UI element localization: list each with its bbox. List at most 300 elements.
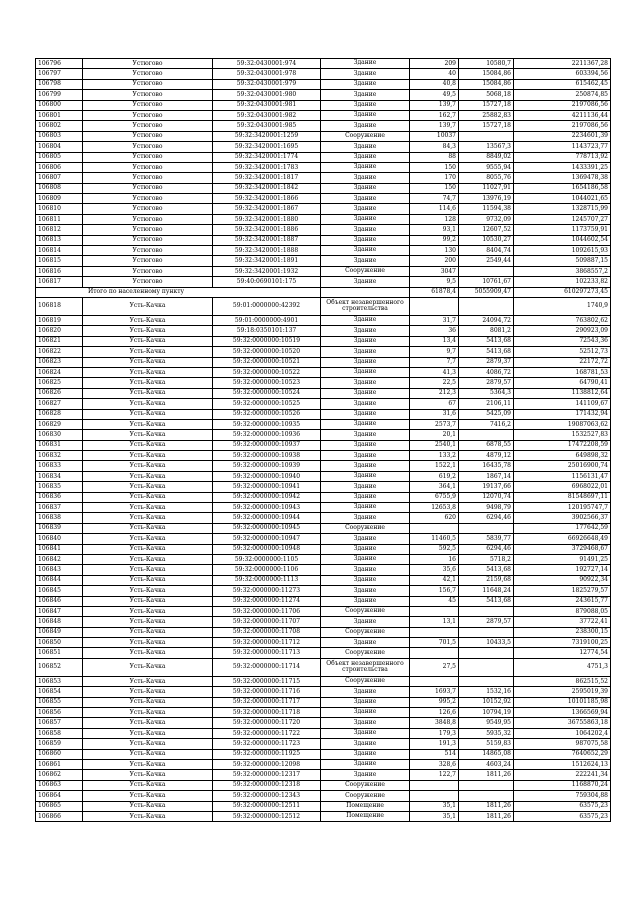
- unit-value-cell: 2549,44: [459, 256, 514, 266]
- cadastral-number-cell: 59:32:0000000:10935: [213, 419, 321, 429]
- locality-cell: Усть-Качка: [83, 554, 213, 564]
- object-type-cell: Здание: [321, 121, 410, 131]
- object-type-cell: Здание: [321, 687, 410, 697]
- table-row: [36, 697, 611, 707]
- row-number-cell: 106846: [36, 596, 83, 606]
- cadastral-value-cell: 250874,85: [514, 90, 611, 100]
- cadastral-value-cell: 1825279,57: [514, 586, 611, 596]
- area-cell: 122,7: [410, 770, 459, 780]
- row-number-cell: 106865: [36, 801, 83, 811]
- cadastral-value-cell: 778713,92: [514, 152, 611, 162]
- row-number-cell: 106829: [36, 419, 83, 429]
- locality-cell: Усть-Качка: [83, 534, 213, 544]
- row-number-cell: 106796: [36, 59, 83, 69]
- cadastral-value-cell: 1138812,64: [514, 388, 611, 398]
- area-cell: 619,2: [410, 471, 459, 481]
- unit-value-cell: 19137,66: [459, 482, 514, 492]
- row-number-cell: 106797: [36, 69, 83, 79]
- locality-cell: Устюгово: [83, 100, 213, 110]
- area-cell: 93,1: [410, 225, 459, 235]
- unit-value-cell: 1811,26: [459, 811, 514, 821]
- area-cell: 40: [410, 69, 459, 79]
- unit-value-cell: 10152,92: [459, 697, 514, 707]
- unit-value-cell: [459, 297, 514, 315]
- row-number-cell: 106832: [36, 451, 83, 461]
- cadastral-value-cell: 91491,25: [514, 554, 611, 564]
- row-number-cell: 106816: [36, 266, 83, 276]
- row-number-cell: 106862: [36, 770, 83, 780]
- object-type-cell: Здание: [321, 440, 410, 450]
- row-number-cell: 106803: [36, 131, 83, 141]
- locality-cell: Устюгово: [83, 110, 213, 120]
- object-type-cell: Здание: [321, 617, 410, 627]
- cadastral-number-cell: 59:32:0000000:10525: [213, 399, 321, 409]
- row-number-cell: 106827: [36, 399, 83, 409]
- unit-value-cell: [459, 523, 514, 533]
- unit-value-cell: 2879,57: [459, 617, 514, 627]
- row-number-cell: 106856: [36, 708, 83, 718]
- cadastral-value-cell: 1654186,58: [514, 183, 611, 193]
- object-type-cell: Здание: [321, 718, 410, 728]
- table-row: [36, 770, 611, 780]
- object-type-cell: Здание: [321, 728, 410, 738]
- locality-cell: Усть-Качка: [83, 388, 213, 398]
- locality-cell: Усть-Качка: [83, 347, 213, 357]
- row-number-cell: 106836: [36, 492, 83, 502]
- cadastral-number-cell: 59:32:0000000:11716: [213, 687, 321, 697]
- unit-value-cell: 16435,78: [459, 461, 514, 471]
- row-number-cell: 106863: [36, 780, 83, 790]
- area-cell: 9,5: [410, 277, 459, 287]
- table-row: [36, 297, 611, 315]
- cadastral-number-cell: 59:32:3420001:1867: [213, 204, 321, 214]
- locality-cell: Устюгово: [83, 183, 213, 193]
- unit-value-cell: 15084,86: [459, 79, 514, 89]
- cadastral-value-cell: 290923,09: [514, 326, 611, 336]
- cadastral-number-cell: 59:32:0000000:10519: [213, 336, 321, 346]
- object-type-cell: Здание: [321, 513, 410, 523]
- area-cell: 22,5: [410, 378, 459, 388]
- row-number-cell: 106841: [36, 544, 83, 554]
- unit-value-cell: 5935,32: [459, 728, 514, 738]
- object-type-cell: Здание: [321, 534, 410, 544]
- cadastral-value-cell: 2211367,28: [514, 59, 611, 69]
- locality-cell: Устюгово: [83, 194, 213, 204]
- locality-cell: Устюгово: [83, 246, 213, 256]
- unit-value-cell: 4086,72: [459, 367, 514, 377]
- row-number-cell: 106800: [36, 100, 83, 110]
- cadastral-value-cell: 12774,54: [514, 648, 611, 658]
- table-row: [36, 534, 611, 544]
- row-number-cell: 106805: [36, 152, 83, 162]
- row-number-cell: 106857: [36, 718, 83, 728]
- object-type-cell: Здание: [321, 461, 410, 471]
- cadastral-value-cell: 2595019,39: [514, 687, 611, 697]
- row-number-cell: 106828: [36, 409, 83, 419]
- area-cell: 6755,9: [410, 492, 459, 502]
- object-type-cell: Объект незавершенного строительства: [321, 297, 410, 315]
- unit-value-cell: 10580,7: [459, 59, 514, 69]
- cadastral-value-cell: 22172,72: [514, 357, 611, 367]
- locality-cell: Усть-Качка: [83, 399, 213, 409]
- table-row: [36, 461, 611, 471]
- cadastral-number-cell: 59:32:0000000:11714: [213, 658, 321, 676]
- object-type-cell: Здание: [321, 708, 410, 718]
- table-row: [36, 780, 611, 790]
- row-number-cell: 106801: [36, 110, 83, 120]
- locality-cell: Устюгово: [83, 121, 213, 131]
- unit-value-cell: 2106,11: [459, 399, 514, 409]
- object-type-cell: Помещение: [321, 801, 410, 811]
- table-row: [36, 523, 611, 533]
- row-number-cell: 106812: [36, 225, 83, 235]
- object-type-cell: Здание: [321, 162, 410, 172]
- row-number-cell: 106861: [36, 760, 83, 770]
- unit-value-cell: [459, 780, 514, 790]
- area-cell: 170: [410, 173, 459, 183]
- cadastral-value-cell: 1740,9: [514, 297, 611, 315]
- cadastral-value-cell: 4751,3: [514, 658, 611, 676]
- object-type-cell: Здание: [321, 315, 410, 325]
- locality-cell: Усть-Качка: [83, 728, 213, 738]
- cadastral-number-cell: 59:32:0430001:978: [213, 69, 321, 79]
- area-cell: 128: [410, 214, 459, 224]
- cadastral-number-cell: 59:32:0430001:981: [213, 100, 321, 110]
- table-row: [36, 59, 611, 69]
- locality-cell: Усть-Качка: [83, 811, 213, 821]
- area-cell: 35,1: [410, 811, 459, 821]
- object-type-cell: Сооружение: [321, 131, 410, 141]
- table-row: [36, 173, 611, 183]
- row-number-cell: 106809: [36, 194, 83, 204]
- locality-cell: Усть-Качка: [83, 419, 213, 429]
- unit-value-cell: [459, 606, 514, 616]
- unit-value-cell: 5055909,47: [459, 287, 514, 297]
- area-cell: 49,5: [410, 90, 459, 100]
- table-row: [36, 246, 611, 256]
- object-type-cell: Помещение: [321, 811, 410, 821]
- area-cell: 150: [410, 162, 459, 172]
- locality-cell: Усть-Качка: [83, 461, 213, 471]
- cadastral-value-cell: 66926648,49: [514, 534, 611, 544]
- row-number-cell: 106847: [36, 606, 83, 616]
- row-number-cell: 106826: [36, 388, 83, 398]
- table-row: [36, 357, 611, 367]
- row-number-cell: 106823: [36, 357, 83, 367]
- area-cell: 209: [410, 59, 459, 69]
- cadastral-number-cell: 59:32:0000000:1106: [213, 565, 321, 575]
- cadastral-number-cell: 59:32:0000000:10944: [213, 513, 321, 523]
- cadastral-value-cell: 19087063,62: [514, 419, 611, 429]
- unit-value-cell: 10761,67: [459, 277, 514, 287]
- cadastral-value-cell: 37722,41: [514, 617, 611, 627]
- locality-cell: Усть-Качка: [83, 378, 213, 388]
- row-number-cell: 106834: [36, 471, 83, 481]
- cadastral-number-cell: 59:32:0000000:10522: [213, 367, 321, 377]
- area-cell: 42,1: [410, 575, 459, 585]
- unit-value-cell: 5413,68: [459, 565, 514, 575]
- area-cell: 514: [410, 749, 459, 759]
- object-type-cell: Здание: [321, 451, 410, 461]
- unit-value-cell: 2879,37: [459, 357, 514, 367]
- locality-cell: Усть-Качка: [83, 791, 213, 801]
- table-row: [36, 142, 611, 152]
- cadastral-value-cell: 1064202,4: [514, 728, 611, 738]
- cadastral-value-cell: 6968022,01: [514, 482, 611, 492]
- cadastral-number-cell: 59:32:0000000:11717: [213, 697, 321, 707]
- locality-cell: Устюгово: [83, 59, 213, 69]
- table-row: [36, 347, 611, 357]
- locality-cell: Устюгово: [83, 204, 213, 214]
- area-cell: 150: [410, 183, 459, 193]
- area-cell: 67: [410, 399, 459, 409]
- object-type-cell: Здание: [321, 575, 410, 585]
- cadastral-value-cell: 25016900,74: [514, 461, 611, 471]
- row-number-cell: 106845: [36, 586, 83, 596]
- row-number-cell: 106817: [36, 277, 83, 287]
- locality-cell: Устюгово: [83, 225, 213, 235]
- row-number-cell: 106811: [36, 214, 83, 224]
- object-type-cell: Сооружение: [321, 627, 410, 637]
- row-number-cell: 106825: [36, 378, 83, 388]
- area-cell: 13,1: [410, 617, 459, 627]
- row-number-cell: 106831: [36, 440, 83, 450]
- table-row: [36, 79, 611, 89]
- table-row: [36, 152, 611, 162]
- locality-cell: Усть-Качка: [83, 482, 213, 492]
- unit-value-cell: 1867,14: [459, 471, 514, 481]
- unit-value-cell: 8055,76: [459, 173, 514, 183]
- table-row: [36, 235, 611, 245]
- cadastral-value-cell: 2197086,56: [514, 121, 611, 131]
- table-row: [36, 492, 611, 502]
- cadastral-value-cell: 10101185,98: [514, 697, 611, 707]
- cadastral-number-cell: 59:32:0000000:11708: [213, 627, 321, 637]
- area-cell: 7,7: [410, 357, 459, 367]
- area-cell: 10037: [410, 131, 459, 141]
- area-cell: 36: [410, 326, 459, 336]
- row-number-cell: 106808: [36, 183, 83, 193]
- row-number-cell: 106837: [36, 503, 83, 513]
- unit-value-cell: [459, 430, 514, 440]
- area-cell: 35,1: [410, 801, 459, 811]
- cadastral-value-cell: 1092615,93: [514, 246, 611, 256]
- object-type-cell: Здание: [321, 770, 410, 780]
- row-number-cell: 106864: [36, 791, 83, 801]
- locality-cell: Устюгово: [83, 214, 213, 224]
- area-cell: 16: [410, 554, 459, 564]
- area-cell: 84,3: [410, 142, 459, 152]
- cadastral-number-cell: 59:32:0000000:12343: [213, 791, 321, 801]
- table-row: [36, 575, 611, 585]
- row-number-cell: 106860: [36, 749, 83, 759]
- object-type-cell: Здание: [321, 638, 410, 648]
- object-type-cell: Здание: [321, 471, 410, 481]
- cadastral-value-cell: 1044021,65: [514, 194, 611, 204]
- unit-value-cell: 9498,79: [459, 503, 514, 513]
- unit-value-cell: 9555,94: [459, 162, 514, 172]
- row-number-cell: 106855: [36, 697, 83, 707]
- row-number-cell: 106830: [36, 430, 83, 440]
- row-number-cell: 106851: [36, 648, 83, 658]
- area-cell: 31,6: [410, 409, 459, 419]
- cadastral-number-cell: 59:32:0430001:980: [213, 90, 321, 100]
- cadastral-number-cell: 59:32:0000000:11925: [213, 749, 321, 759]
- row-number-cell: 106804: [36, 142, 83, 152]
- row-number-cell: 106859: [36, 739, 83, 749]
- locality-cell: Усть-Качка: [83, 544, 213, 554]
- cadastral-number-cell: 59:32:0000000:10939: [213, 461, 321, 471]
- object-type-cell: Здание: [321, 256, 410, 266]
- object-type-cell: Здание: [321, 409, 410, 419]
- table-row: [36, 204, 611, 214]
- unit-value-cell: [459, 658, 514, 676]
- area-cell: 139,7: [410, 100, 459, 110]
- area-cell: 45: [410, 596, 459, 606]
- row-number-cell: 106799: [36, 90, 83, 100]
- cadastral-value-cell: 63575,23: [514, 811, 611, 821]
- cadastral-value-cell: 2197086,56: [514, 100, 611, 110]
- cadastral-number-cell: 59:01:0000000:42392: [213, 297, 321, 315]
- cadastral-value-cell: 2234601,39: [514, 131, 611, 141]
- cadastral-number-cell: 59:32:3420001:1259: [213, 131, 321, 141]
- locality-cell: Усть-Качка: [83, 440, 213, 450]
- object-type-cell: Сооружение: [321, 266, 410, 276]
- unit-value-cell: 5413,68: [459, 347, 514, 357]
- table-row: [36, 658, 611, 676]
- row-number-cell: 106813: [36, 235, 83, 245]
- cadastral-number-cell: 59:32:3420001:1842: [213, 183, 321, 193]
- cadastral-number-cell: 59:32:0000000:1113: [213, 575, 321, 585]
- table-row: [36, 315, 611, 325]
- locality-cell: Устюгово: [83, 162, 213, 172]
- row-number-cell: 106818: [36, 297, 83, 315]
- cadastral-value-cell: 509887,15: [514, 256, 611, 266]
- cadastral-value-cell: 1366569,94: [514, 708, 611, 718]
- area-cell: [410, 297, 459, 315]
- table-row: [36, 367, 611, 377]
- cadastral-value-cell: 1168870,24: [514, 780, 611, 790]
- unit-value-cell: [459, 676, 514, 686]
- cadastral-value-cell: 17472208,59: [514, 440, 611, 450]
- object-type-cell: Здание: [321, 378, 410, 388]
- unit-value-cell: 11594,38: [459, 204, 514, 214]
- cadastral-number-cell: 59:40:0690101:175: [213, 277, 321, 287]
- cadastral-number-cell: 59:32:0000000:10942: [213, 492, 321, 502]
- object-type-cell: Здание: [321, 596, 410, 606]
- locality-cell: Усть-Качка: [83, 492, 213, 502]
- locality-cell: Усть-Качка: [83, 367, 213, 377]
- object-type-cell: Здание: [321, 69, 410, 79]
- unit-value-cell: 4879,12: [459, 451, 514, 461]
- cadastral-number-cell: 59:32:0000000:11723: [213, 739, 321, 749]
- table-row: [36, 378, 611, 388]
- table-row: [36, 440, 611, 450]
- cadastral-number-cell: 59:32:0000000:10940: [213, 471, 321, 481]
- table-row: [36, 554, 611, 564]
- locality-cell: Усть-Качка: [83, 430, 213, 440]
- object-type-cell: Здание: [321, 142, 410, 152]
- cadastral-number-cell: 59:32:0000000:11712: [213, 638, 321, 648]
- cadastral-value-cell: 4211136,44: [514, 110, 611, 120]
- row-number-cell: 106838: [36, 513, 83, 523]
- cadastral-number-cell: 59:32:0000000:11707: [213, 617, 321, 627]
- cadastral-number-cell: 59:32:0000000:10520: [213, 347, 321, 357]
- area-cell: 2540,1: [410, 440, 459, 450]
- cadastral-number-cell: 59:32:3420001:1774: [213, 152, 321, 162]
- cadastral-number-cell: 59:32:0000000:10524: [213, 388, 321, 398]
- cadastral-value-cell: 1532527,83: [514, 430, 611, 440]
- cadastral-number-cell: 59:32:0000000:10941: [213, 482, 321, 492]
- area-cell: 99,2: [410, 235, 459, 245]
- unit-value-cell: 5425,09: [459, 409, 514, 419]
- table-row: [36, 801, 611, 811]
- unit-value-cell: 7416,2: [459, 419, 514, 429]
- cadastral-value-cell: 1173759,91: [514, 225, 611, 235]
- cadastral-number-cell: 59:32:3420001:1932: [213, 266, 321, 276]
- unit-value-cell: 1811,26: [459, 770, 514, 780]
- cadastral-value-cell: 987075,58: [514, 739, 611, 749]
- area-cell: 179,3: [410, 728, 459, 738]
- table-row: [36, 430, 611, 440]
- object-type-cell: Сооружение: [321, 523, 410, 533]
- locality-cell: Усть-Качка: [83, 708, 213, 718]
- table-row: [36, 596, 611, 606]
- area-cell: 126,6: [410, 708, 459, 718]
- unit-value-cell: 12070,74: [459, 492, 514, 502]
- unit-value-cell: 24094,72: [459, 315, 514, 325]
- unit-value-cell: 11027,91: [459, 183, 514, 193]
- cadastral-value-cell: 222241,34: [514, 770, 611, 780]
- cadastral-value-cell: 1143723,77: [514, 142, 611, 152]
- cadastral-value-cell: 72543,36: [514, 336, 611, 346]
- cadastral-number-cell: 59:32:0000000:12318: [213, 780, 321, 790]
- table-row: [36, 739, 611, 749]
- object-type-cell: Сооружение: [321, 606, 410, 616]
- row-number-cell: 106843: [36, 565, 83, 575]
- table-row: [36, 708, 611, 718]
- area-cell: 200: [410, 256, 459, 266]
- unit-value-cell: 1811,26: [459, 801, 514, 811]
- object-type-cell: Здание: [321, 399, 410, 409]
- cadastral-value-cell: 81548697,11: [514, 492, 611, 502]
- area-cell: 20,1: [410, 430, 459, 440]
- row-number-cell: 106848: [36, 617, 83, 627]
- area-cell: 328,6: [410, 760, 459, 770]
- unit-value-cell: 2159,68: [459, 575, 514, 585]
- area-cell: 191,3: [410, 739, 459, 749]
- row-number-cell: 106798: [36, 79, 83, 89]
- cadastral-value-cell: 192727,14: [514, 565, 611, 575]
- cadastral-number-cell: 59:32:0000000:11274: [213, 596, 321, 606]
- unit-value-cell: 5718,2: [459, 554, 514, 564]
- cadastral-value-cell: 1369478,38: [514, 173, 611, 183]
- unit-value-cell: 4603,24: [459, 760, 514, 770]
- area-cell: 31,7: [410, 315, 459, 325]
- table-row: [36, 471, 611, 481]
- area-cell: [410, 627, 459, 637]
- table-row: [36, 617, 611, 627]
- object-type-cell: Здание: [321, 347, 410, 357]
- area-cell: 701,5: [410, 638, 459, 648]
- cadastral-number-cell: 59:32:3420001:1783: [213, 162, 321, 172]
- cadastral-number-cell: 59:32:0430001:985: [213, 121, 321, 131]
- locality-cell: Усть-Качка: [83, 471, 213, 481]
- cadastral-number-cell: 59:32:0000000:11720: [213, 718, 321, 728]
- locality-cell: Устюгово: [83, 277, 213, 287]
- unit-value-cell: [459, 648, 514, 658]
- object-type-cell: Здание: [321, 173, 410, 183]
